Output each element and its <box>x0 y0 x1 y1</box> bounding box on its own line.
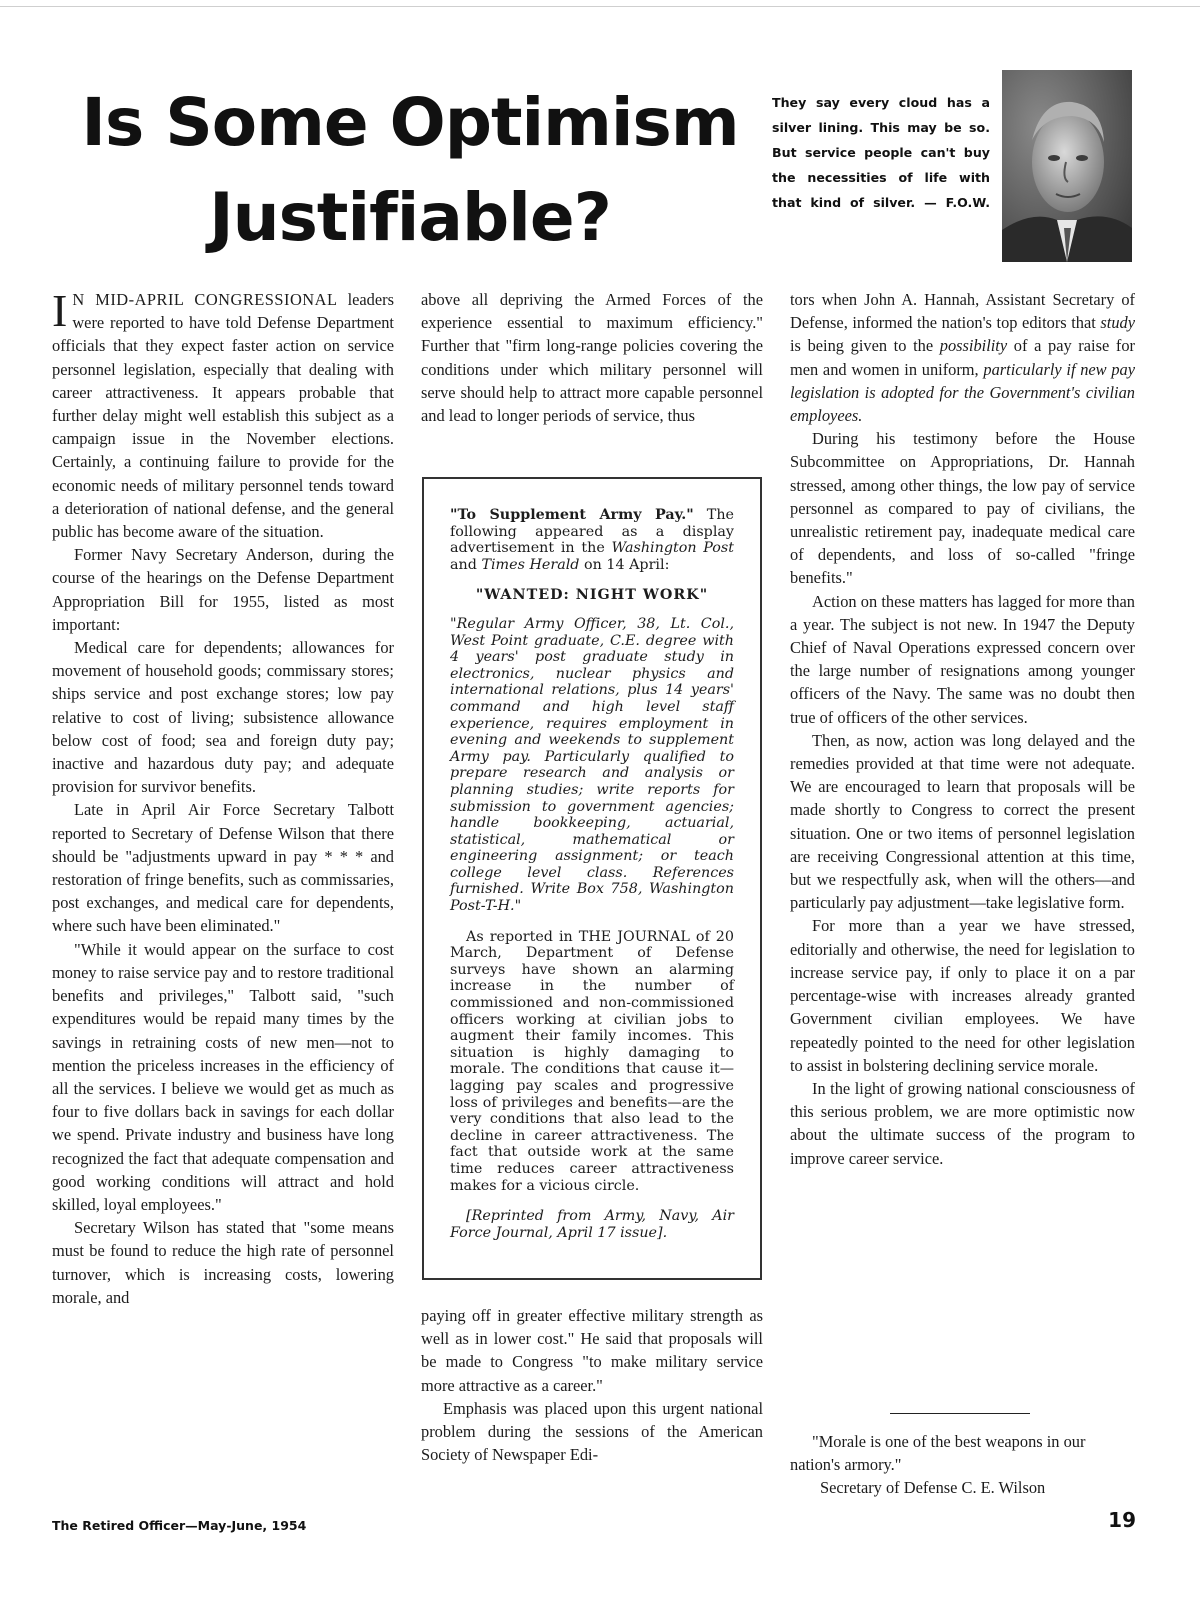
closing-quote-text: "Morale is one of the best weapons in our nation's armory." <box>790 1432 1086 1475</box>
paragraph-1-text: leaders were reported to have told Defense Department officials that they expect faster action on service personnel legislation, especially that dealing with career attractiveness. It appears probable that further delay might well establish this subject as a campaign issue in the November elections. Certainly, a continuing failure to provide for the economic needs of military personnel tends toward a deterioration of national defense, and the general public has become aware of the situation. <box>52 290 394 542</box>
footer-publication: The Retired Officer—May-June, 1954 <box>52 1518 307 1533</box>
column-3-paragraph-1 <box>790 288 1135 427</box>
column-3-paragraph-2: During his testimony before the House Subcommittee on Appropriations, Dr. Hannah stressed, among other things, the low pay of service personnel as compared to pay of civilians, the unrealistic retirement pay, inadequate medical care of dependents, and loss of so-called "fringe benefits." <box>790 429 1135 588</box>
portrait-illustration <box>1002 70 1132 262</box>
column-3-paragraph-5: For more than a year we have stressed, editorially and otherwise, the need for legislation to increase service pay, if only to place it on a par percentage-wise with increases already granted Government civilian employees. We have repeatedly pointed to the need for other legislation to assist in bolstering declining service morale. <box>790 916 1135 1075</box>
article-column-2-top <box>421 288 763 427</box>
column-3-paragraph-6: In the light of growing national consciousness of this serious problem, we are more optimistic now about the ultimate success of the program to improve career service. <box>790 1078 1135 1168</box>
page-number: 19 <box>1108 1508 1136 1532</box>
box-report-journal: THE JOURNAL <box>578 928 690 945</box>
box-lead-italic-1: Washington Post <box>611 540 734 557</box>
column-3-paragraph-3: Action on these matters has lagged for more than a year. The subject is not new. In 1947 the Deputy Chief of Naval Operations expressed concern over the large number of resignations among younger officers of the Navy. The same was no doubt then true of officers of the other services. <box>790 591 1135 727</box>
box-report-text-1: As reported in <box>466 928 579 945</box>
lead-in-caps: N MID-APRIL CONGRESSIONAL <box>72 290 338 309</box>
closing-separator-rule <box>890 1413 1030 1414</box>
box-lead-italic-2: Times Herald <box>481 556 580 573</box>
box-source: [Reprinted from Army, Navy, Air Force Journal, April 17 issue]. <box>450 1208 734 1241</box>
column-3-paragraph-4: Then, as now, action was long delayed and the remedies provided at that time were not adequate. We are encouraged to learn that proposals will be made shortly to Congress to correct the present situation. One or two items of personnel legislation are receiving Congressional attention at this time, but we respectfully ask, when will the others—and particularly pay adjustment—take legislative form. <box>790 730 1135 913</box>
article-column-3 <box>790 288 1135 1170</box>
column-2-continuation: above all depriving the Armed Forces of the experience essential to maximum efficiency." Further that "firm long-range policies covering the conditions under which military personnel will serve should help to attract more capable personnel and lead to longer periods of service, thus <box>421 290 763 426</box>
sidebar-box <box>422 477 762 1280</box>
article-column-1 <box>52 285 394 1309</box>
box-lead-bold: "To Supplement Army Pay." <box>450 507 694 523</box>
col3-p1-study: study <box>1100 313 1135 333</box>
col3-p1-text-a: tors when John A. Hannah, Assistant Secretary of Defense, informed the nation's top editors that <box>790 290 1135 333</box>
intro-quote: They say every cloud has a silver lining. This may be so. But service people can't buy the necessities of life with that kind of silver. — F.O.W. <box>772 95 990 210</box>
column-2-bottom-paragraph-1: paying off in greater effective military strength as well as in lower cost." He said that proposals will be made to Congress "to make military service more attractive as a career." <box>421 1306 763 1395</box>
paragraph-1 <box>52 285 394 543</box>
paragraph-4: Late in April Air Force Secretary Talbott reported to Secretary of Defense Wilson that there should be "adjustments upward in pay * * * and restoration of fringe benefits, such as commissaries, post exchanges, and medical care for dependents, where such have been eliminated." <box>52 800 394 936</box>
col3-p1-text-b: is being given to the <box>790 336 940 356</box>
box-lead-text-2: and <box>450 556 482 573</box>
box-lead-text-3: on 14 April: <box>579 556 670 573</box>
paragraph-3: Medical care for dependents; allowances for movement of household goods; commissary stores; ships service and post exchange stores; low pay relative to cost of living; subsistence allowance below cost of food; sea and foreign duty pay; inactive and hazardous duty pay; and adequate provision for survivor benefits. <box>52 638 394 797</box>
col3-p1-text-c: of a pay raise for men and women in uniform, <box>790 336 1135 379</box>
top-rule <box>0 6 1200 7</box>
closing-quote-attribution: Secretary of Defense C. E. Wilson <box>820 1478 1046 1498</box>
col3-p1-italic: particularly if new pay legislation is adopted for the Government's civilian employees. <box>790 359 1135 426</box>
closing-quote <box>790 1430 1135 1500</box>
box-lead-text-1: The following appeared as a display advertisement in the <box>450 507 734 557</box>
drop-cap: I <box>52 285 68 336</box>
article-title <box>60 75 760 265</box>
author-portrait-photo <box>1002 70 1132 262</box>
box-report-text-2: of 20 March, Department of Defense surveys have shown an alarming increase in the number of commissioned and non-commissioned officers working at civilian jobs to augment their family incomes. This situation is highly damaging to morale. The conditions that cause it—lagging pay scales and progressive loss of privileges and benefits—are the very conditions that also lead to the decline in career attractiveness. The fact that outside work at the same time reduces career attractiveness makes for a vicious circle. <box>450 928 734 1194</box>
title-line-2: Justifiable? <box>209 179 611 256</box>
article-column-2-bottom <box>421 1304 763 1466</box>
box-heading: "WANTED: NIGHT WORK" <box>475 587 709 604</box>
paragraph-5: "While it would appear on the surface to cost money to raise service pay and to restore traditional benefits and privileges," Talbott said, "such expenditures would be repaid many times by the savings in retraining costs of new men—not to mention the priceless increases in the efficiency of all the services. I believe we would get as much as four to five dollars back in savings for each dollar we spend. Private industry and business have long recognized the fact that adequate compensation and good working conditions will attract and hold skilled, loyal employees." <box>52 939 394 1214</box>
title-line-1: Is Some Optimism <box>81 84 739 161</box>
column-2-bottom-paragraph-2: Emphasis was placed upon this urgent national problem during the sessions of the American Society of Newspaper Edi- <box>421 1398 763 1465</box>
box-report <box>450 929 734 1195</box>
paragraph-6: Secretary Wilson has stated that "some means must be found to reduce the high rate of personnel turnover, which is increasing costs, lowering morale, and <box>52 1218 394 1307</box>
box-advertisement: "Regular Army Officer, 38, Lt. Col., West Point graduate, C.E. degree with 4 years' post graduate study in electronics, nuclear physics and international relations, plus 14 years' command and high level staff experience, requires employment in evening and weekends to supplement Army pay. Particularly qualified to prepare research and analysis or planning studies; write reports for submission to government agencies; handle bookkeeping, actuarial, statistical, mathematical or engineering assignment; or teach college level class. References furnished. Write Box 758, Washington Post-T-H." <box>450 615 734 915</box>
col3-p1-possibility: possibility <box>939 336 1008 356</box>
paragraph-2: Former Navy Secretary Anderson, during the course of the hearings on the Defense Department Appropriation Bill for 1955, listed as most important: <box>52 545 394 634</box>
box-lead <box>450 507 734 573</box>
